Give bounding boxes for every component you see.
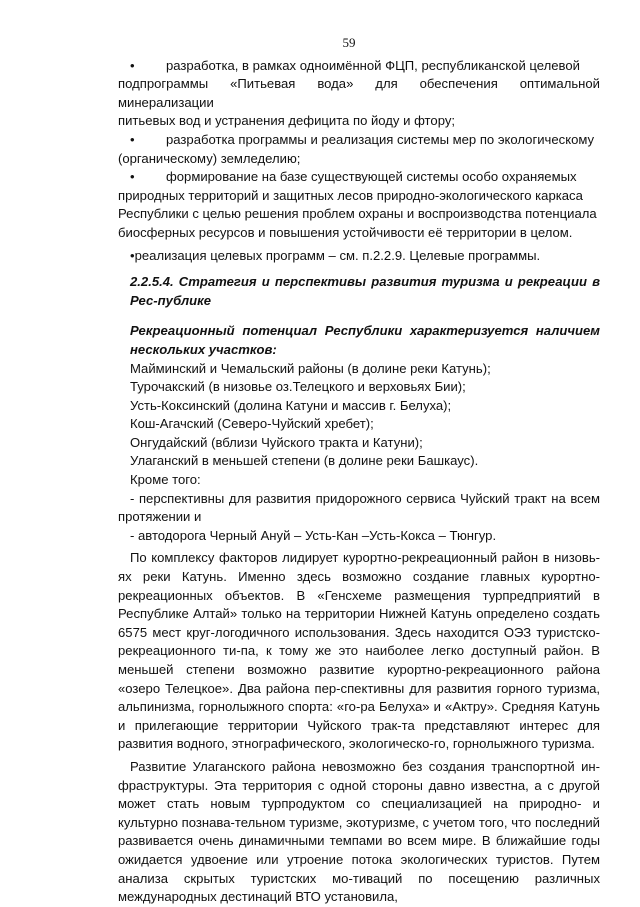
- bullet-item-programs: [118, 247, 600, 266]
- bullet-item-organic: [118, 131, 600, 168]
- list-item: - перспективны для развития придорожного сервиса Чуйский тракт на всем протяжении и: [118, 490, 600, 525]
- list-item: Онгудайский (вблизи Чуйского тракта и Катуни);: [130, 434, 423, 450]
- bullet-text: разработка программы и реализация системы мер по экологическому: [166, 131, 595, 147]
- bullet-text-continued: подпрограммы «Питьевая вода» для обеспечения оптимальной минерализации: [118, 76, 600, 110]
- bullet-text-continued: Республики с целью решения проблем охраны и воспроизводства потенциала: [118, 206, 597, 222]
- bullet-text-continued: (органическому) земледелию;: [118, 150, 301, 166]
- bullet-item-fcp: [118, 57, 600, 131]
- bullet-marker: •: [130, 57, 135, 73]
- list-item: - автодорога Черный Ануй – Усть-Кан –Усть-Кокса – Тюнгур.: [130, 527, 497, 543]
- list-item: Улаганский в меньшей степени (в долине реки Башкаус).: [130, 453, 479, 469]
- lead-paragraph: Рекреационный потенциал Республики характеризуется наличием нескольких участков:: [130, 323, 600, 357]
- page-number: 59: [342, 35, 356, 50]
- bullet-text: реализация целевых программ – см. п.2.2.9. Целевые программы.: [134, 247, 541, 263]
- bullet-text-continued: питьевых вод и устранения дефицита по йоду и фтору;: [118, 113, 456, 129]
- body-paragraph: По комплексу факторов лидирует курортно-рекреационный район в низовь-ях реки Катунь. Именно здесь возможно создание главных курортно-рекреационных объектов. В «Генсхеме размещения турпредприятий в Республике Алтай» только на территории Нижней Катунь определено создать 6575 мест круг-логодичного использования. Здесь находится ОЭЗ туристско-рекреационного ти-па, к тому же это наиболее легко доступный район. В меньшей степени возможно развитие курортно-рекреационного района «озеро Телецкое». Два района пер-спективны для развития горного туризма, альпинизма, горнолыжного спорта: «го-ра Белуха» и «Актру». Средняя Катунь и прилегающие территории Чуйского трак-та представляют интерес для развития водного, этнографического, экологическо-го, горнолыжного туризма.: [118, 550, 600, 752]
- list-item: Майминский и Чемальский районы (в долине реки Катунь);: [130, 360, 491, 376]
- areas-list: [118, 360, 600, 490]
- list-item: Турочакский (в низовье оз.Телецкого и верховьях Бии);: [130, 379, 466, 395]
- bullet-text: формирование на базе существующей системы особо охраняемых: [166, 169, 577, 185]
- bullet-item-framework: [118, 168, 600, 242]
- body-paragraph: Развитие Улаганского района невозможно без создания транспортной ин-фраструктуры. Эта территория с одной стороны давно известна, а с другой может стать новым турпродуктом со специализацией на природно- и культурно познава-тельном туризме, экотуризме, с учетом того, что последний развивается очень динамичными темпами во всем мире. В ближайшие годы ожидается удвоение или утроение потока экологических туристов. Путем анализа скрытых туристских мо-тиваций по посещению различных международных дестинаций ВТО установила,: [118, 758, 600, 905]
- bullet-marker: •: [130, 247, 135, 263]
- besides-label: Кроме того:: [130, 472, 201, 488]
- bullet-line: [118, 57, 600, 76]
- bullet-marker: •: [130, 131, 135, 147]
- section-heading: 2.2.5.4. Стратегия и перспективы развития туризма и рекреации в Рес-публике: [130, 274, 600, 308]
- bullet-text-continued: биосферных ресурсов и повышения устойчивости её территории в целом.: [118, 224, 573, 240]
- list-item: Кош-Агачский (Северо-Чуйский хребет);: [130, 416, 374, 432]
- dash-list: [118, 490, 600, 546]
- list-item: Усть-Коксинский (долина Катуни и массив г. Белуха);: [130, 397, 452, 413]
- bullet-text: разработка, в рамках одноимённой ФЦП, республиканской целевой: [166, 57, 580, 73]
- bullet-line: [118, 131, 600, 150]
- bullet-line: [118, 168, 600, 187]
- bullet-marker: •: [130, 169, 135, 185]
- bullet-text-continued: природных территорий и защитных лесов природно-экологического каркаса: [118, 187, 583, 203]
